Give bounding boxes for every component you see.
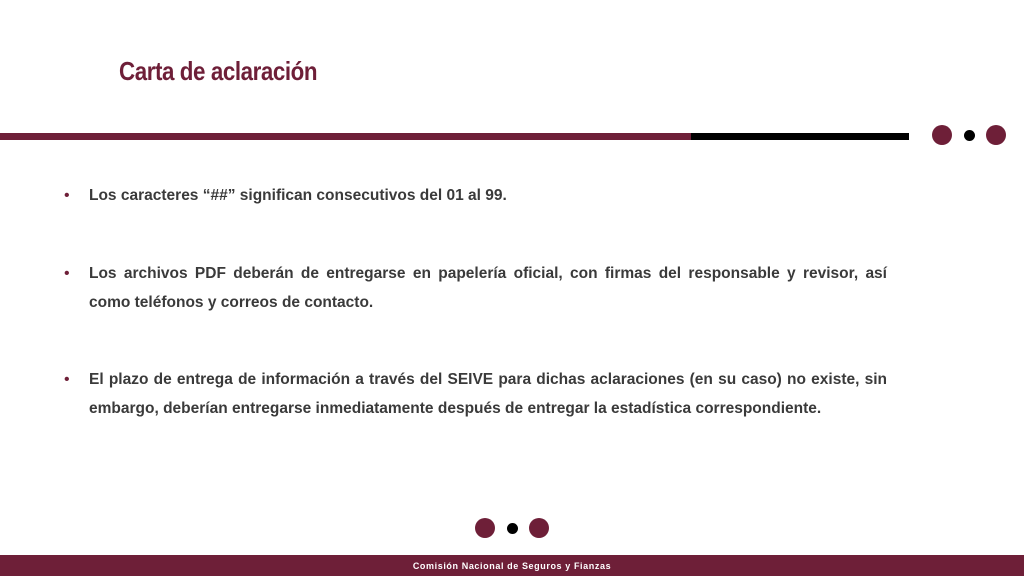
bullet-text: Los archivos PDF deberán de entregarse en papelería oficial, con firmas del responsable y revisor, así como teléfonos y correos de contacto. (89, 265, 887, 311)
decorative-dot-left (932, 125, 952, 145)
decorative-dot-left (475, 518, 495, 538)
bullet-marker: • (64, 265, 70, 282)
header-rule-dark (691, 133, 909, 140)
slide-title: Carta de aclaración (119, 56, 318, 86)
bullet-text: Los caracteres “##” significan consecutivos del 01 al 99. (89, 187, 507, 204)
footer-bar (0, 555, 1024, 576)
decorative-dot-center (507, 523, 518, 534)
footer-organization-name: Comisión Nacional de Seguros y Fianzas (412, 561, 612, 571)
decorative-dot-center (964, 130, 975, 141)
bullet-marker: • (64, 187, 70, 204)
decorative-dot-right (986, 125, 1006, 145)
decorative-dot-right (529, 518, 549, 538)
bullet-text: El plazo de entrega de información a través del SEIVE para dichas aclaraciones (en su caso) no existe, sin embargo, deberían entregarse inmediatamente después de entregar la estadística correspondiente. (89, 371, 887, 417)
header-rule-accent (0, 133, 691, 140)
bullet-marker: • (64, 371, 70, 388)
